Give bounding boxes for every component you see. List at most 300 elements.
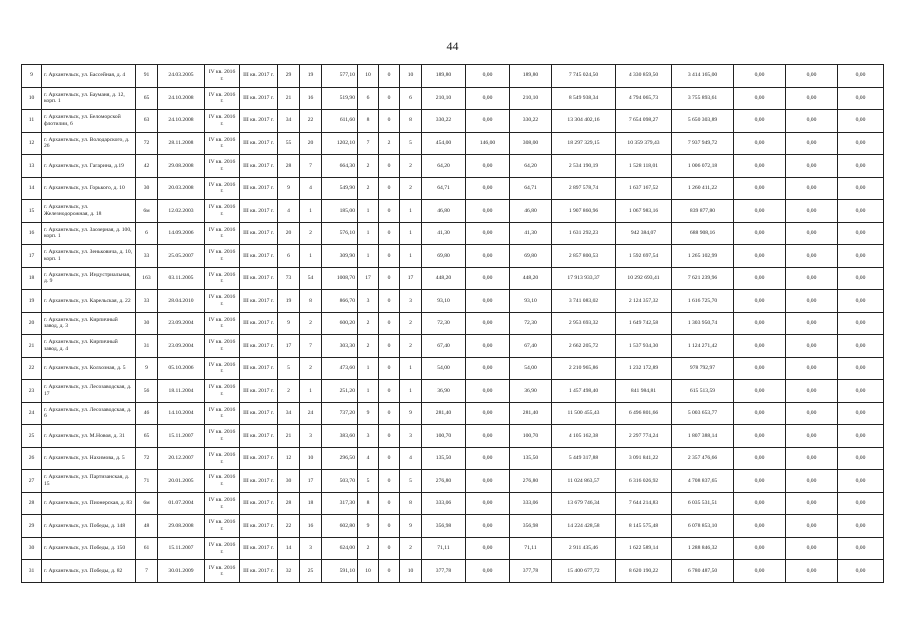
col-11-cell: 0	[379, 515, 400, 538]
col-12-cell: 10	[400, 65, 422, 88]
col-20-cell: 0,00	[786, 380, 838, 403]
col-14-cell: 0,00	[466, 425, 510, 448]
col-14-cell: 0,00	[466, 380, 510, 403]
col-19-cell: 0,00	[734, 447, 786, 470]
total-cost-cell: 2 911 435,46	[552, 537, 616, 560]
col-19-cell: 0,00	[734, 110, 786, 133]
planned-start-quarter-cell: IV кв. 2016 г.	[205, 110, 240, 133]
fund-cost-cell: 7 644 214,83	[616, 492, 672, 515]
col-15-cell: 41,30	[510, 222, 552, 245]
col-15-cell: 69,80	[510, 245, 552, 268]
planned-end-quarter-cell: III кв. 2017 г.	[240, 560, 278, 583]
col-21-cell: 0,00	[838, 177, 884, 200]
planned-start-quarter-cell: IV кв. 2016 г.	[205, 222, 240, 245]
address-cell: г. Архангельск, ул. Беломорской флотилии, 6	[42, 110, 136, 133]
col-20-cell: 0,00	[786, 87, 838, 110]
col-7-cell: 73	[278, 267, 300, 290]
col-8-cell: 16	[300, 515, 322, 538]
col-11-cell: 0	[379, 312, 400, 335]
area-cell: 251,20	[322, 380, 358, 403]
row-number-cell: 29	[22, 515, 42, 538]
col-8-cell: 7	[300, 335, 322, 358]
col-11-cell: 0	[379, 177, 400, 200]
budget-cost-cell: 1 616 725,70	[672, 290, 734, 313]
area-cell: 549,90	[322, 177, 358, 200]
planned-start-quarter-cell: IV кв. 2016 г.	[205, 267, 240, 290]
col-8-cell: 19	[300, 65, 322, 88]
col-19-cell: 0,00	[734, 425, 786, 448]
col-14-cell: 0,00	[466, 515, 510, 538]
col-12-cell: 1	[400, 357, 422, 380]
table-row	[22, 492, 884, 515]
budget-cost-cell: 688 908,16	[672, 222, 734, 245]
col-10-cell: 1	[358, 222, 379, 245]
col-19-cell: 0,00	[734, 132, 786, 155]
area-cell: 576,10	[322, 222, 358, 245]
address-cell: г. Архангельск, ул. Нахимова, д. 5	[42, 447, 136, 470]
planned-start-quarter-cell: IV кв. 2016 г.	[205, 537, 240, 560]
col-20-cell: 0,00	[786, 245, 838, 268]
table-row	[22, 402, 884, 425]
budget-cost-cell: 839 877,80	[672, 200, 734, 223]
col-10-cell: 9	[358, 515, 379, 538]
col-14-cell: 0,00	[466, 560, 510, 583]
planned-start-quarter-cell: IV кв. 2016 г.	[205, 87, 240, 110]
col-14-cell: 0,00	[466, 492, 510, 515]
area-cell: 611,60	[322, 110, 358, 133]
col-7-cell: 21	[278, 425, 300, 448]
col-12-cell: 2	[400, 312, 422, 335]
table-row	[22, 132, 884, 155]
fund-cost-cell: 3 091 841,22	[616, 447, 672, 470]
planned-start-quarter-cell: IV кв. 2016 г.	[205, 65, 240, 88]
fund-cost-cell: 10 359 379,43	[616, 132, 672, 155]
budget-cost-cell: 1 260 411,22	[672, 177, 734, 200]
col-13-cell: 69,80	[422, 245, 466, 268]
planned-start-quarter-cell: IV кв. 2016 г.	[205, 402, 240, 425]
table-row	[22, 110, 884, 133]
row-number-cell: 21	[22, 335, 42, 358]
total-cost-cell: 2 953 693,32	[552, 312, 616, 335]
col-10-cell: 2	[358, 177, 379, 200]
col-11-cell: 0	[379, 380, 400, 403]
document-date-cell: 18.11.2004	[158, 380, 205, 403]
col-10-cell: 8	[358, 110, 379, 133]
document-date-cell: 12.02.2003	[158, 200, 205, 223]
col-21-cell: 0,00	[838, 267, 884, 290]
table-row	[22, 312, 884, 335]
col-19-cell: 0,00	[734, 402, 786, 425]
col-10-cell: 1	[358, 245, 379, 268]
col-12-cell: 2	[400, 335, 422, 358]
col-13-cell: 276,80	[422, 470, 466, 493]
col-15-cell: 210,10	[510, 87, 552, 110]
col-11-cell: 2	[379, 132, 400, 155]
document-date-cell: 29.08.2008	[158, 515, 205, 538]
col-15-cell: 308,00	[510, 132, 552, 155]
document-date-cell: 28.11.2008	[158, 132, 205, 155]
row-number-cell: 28	[22, 492, 42, 515]
fund-cost-cell: 1 649 742,58	[616, 312, 672, 335]
col-12-cell: 8	[400, 492, 422, 515]
col-8-cell: 2	[300, 312, 322, 335]
row-number-cell: 12	[22, 132, 42, 155]
total-cost-cell: 7 745 024,50	[552, 65, 616, 88]
col-11-cell: 0	[379, 447, 400, 470]
col-19-cell: 0,00	[734, 87, 786, 110]
planned-start-quarter-cell: IV кв. 2016 г.	[205, 560, 240, 583]
budget-cost-cell: 1 006 072,18	[672, 155, 734, 178]
col-19-cell: 0,00	[734, 200, 786, 223]
col-14-cell: 0,00	[466, 290, 510, 313]
col-14-cell: 0,00	[466, 312, 510, 335]
resettlement-table	[21, 64, 884, 583]
area-cell: 185,00	[322, 200, 358, 223]
planned-end-quarter-cell: III кв. 2017 г.	[240, 200, 278, 223]
fund-cost-cell: 7 654 098,27	[616, 110, 672, 133]
table-row	[22, 200, 884, 223]
budget-cost-cell: 6 035 531,51	[672, 492, 734, 515]
col-10-cell: 9	[358, 402, 379, 425]
planned-start-quarter-cell: IV кв. 2016 г.	[205, 470, 240, 493]
col-12-cell: 9	[400, 402, 422, 425]
col-14-cell: 0,00	[466, 402, 510, 425]
col-10-cell: 2	[358, 155, 379, 178]
col-8-cell: 2	[300, 222, 322, 245]
col-15-cell: 356,98	[510, 515, 552, 538]
document-date-cell: 01.07.2004	[158, 492, 205, 515]
total-cost-cell: 1 457 498,40	[552, 380, 616, 403]
col-13-cell: 72,30	[422, 312, 466, 335]
document-date-cell: 20.01.2005	[158, 470, 205, 493]
col-21-cell: 0,00	[838, 425, 884, 448]
col-11-cell: 0	[379, 222, 400, 245]
total-cost-cell: 18 297 329,15	[552, 132, 616, 155]
col-10-cell: 7	[358, 132, 379, 155]
col-21-cell: 0,00	[838, 110, 884, 133]
row-number-cell: 22	[22, 357, 42, 380]
col-14-cell: 0,00	[466, 335, 510, 358]
address-cell: г. Архангельск, ул. Кирпичный завод, д. 3	[42, 312, 136, 335]
col-13-cell: 67,40	[422, 335, 466, 358]
fund-cost-cell: 4 794 065,73	[616, 87, 672, 110]
col-19-cell: 0,00	[734, 312, 786, 335]
planned-end-quarter-cell: III кв. 2017 г.	[240, 312, 278, 335]
col-13-cell: 448,20	[422, 267, 466, 290]
total-cost-cell: 8 549 938,34	[552, 87, 616, 110]
total-cost-cell: 2 210 965,86	[552, 357, 616, 380]
col-14-cell: 0,00	[466, 470, 510, 493]
area-cell: 1202,10	[322, 132, 358, 155]
document-number-cell: 6	[136, 222, 158, 245]
col-10-cell: 1	[358, 200, 379, 223]
col-8-cell: 3	[300, 425, 322, 448]
budget-cost-cell: 1 265 102,99	[672, 245, 734, 268]
col-11-cell: 0	[379, 335, 400, 358]
document-date-cell: 28.04.2010	[158, 290, 205, 313]
total-cost-cell: 2 897 578,74	[552, 177, 616, 200]
address-cell: г. Архангельск, ул. Партизанская, д. 15	[42, 470, 136, 493]
col-21-cell: 0,00	[838, 492, 884, 515]
fund-cost-cell: 4 330 859,50	[616, 65, 672, 88]
col-12-cell: 4	[400, 447, 422, 470]
planned-start-quarter-cell: IV кв. 2016 г.	[205, 290, 240, 313]
col-7-cell: 29	[278, 65, 300, 88]
col-8-cell: 20	[300, 132, 322, 155]
col-14-cell: 0,00	[466, 65, 510, 88]
document-date-cell: 30.01.2009	[158, 560, 205, 583]
document-date-cell: 05.10.2006	[158, 357, 205, 380]
budget-cost-cell: 978 792,97	[672, 357, 734, 380]
col-15-cell: 276,80	[510, 470, 552, 493]
planned-start-quarter-cell: IV кв. 2016 г.	[205, 515, 240, 538]
col-13-cell: 54,00	[422, 357, 466, 380]
planned-end-quarter-cell: III кв. 2017 г.	[240, 357, 278, 380]
planned-end-quarter-cell: III кв. 2017 г.	[240, 177, 278, 200]
row-number-cell: 24	[22, 402, 42, 425]
col-11-cell: 0	[379, 245, 400, 268]
budget-cost-cell: 5 650 303,89	[672, 110, 734, 133]
total-cost-cell: 1 907 860,96	[552, 200, 616, 223]
col-12-cell: 1	[400, 222, 422, 245]
table-row	[22, 560, 884, 583]
budget-cost-cell: 2 357 476,66	[672, 447, 734, 470]
row-number-cell: 25	[22, 425, 42, 448]
col-21-cell: 0,00	[838, 335, 884, 358]
col-7-cell: 2	[278, 380, 300, 403]
row-number-cell: 14	[22, 177, 42, 200]
col-15-cell: 281,40	[510, 402, 552, 425]
planned-end-quarter-cell: III кв. 2017 г.	[240, 402, 278, 425]
budget-cost-cell: 7 621 239,96	[672, 267, 734, 290]
col-8-cell: 16	[300, 87, 322, 110]
budget-cost-cell: 1 303 950,74	[672, 312, 734, 335]
document-date-cell: 15.11.2007	[158, 537, 205, 560]
table-row	[22, 267, 884, 290]
table-row	[22, 447, 884, 470]
col-7-cell: 17	[278, 335, 300, 358]
document-number-cell: 7	[136, 560, 158, 583]
document-number-cell: 72	[136, 132, 158, 155]
col-10-cell: 8	[358, 492, 379, 515]
area-cell: 600,20	[322, 312, 358, 335]
col-14-cell: 0,00	[466, 537, 510, 560]
col-11-cell: 0	[379, 155, 400, 178]
document-date-cell: 24.03.2005	[158, 65, 205, 88]
col-8-cell: 18	[300, 492, 322, 515]
total-cost-cell: 2 534 190,19	[552, 155, 616, 178]
row-number-cell: 18	[22, 267, 42, 290]
area-cell: 303,30	[322, 335, 358, 358]
col-14-cell: 146,00	[466, 132, 510, 155]
total-cost-cell: 15 400 677,72	[552, 560, 616, 583]
col-21-cell: 0,00	[838, 132, 884, 155]
planned-end-quarter-cell: III кв. 2017 г.	[240, 470, 278, 493]
col-8-cell: 8	[300, 290, 322, 313]
col-11-cell: 0	[379, 470, 400, 493]
col-20-cell: 0,00	[786, 402, 838, 425]
col-12-cell: 10	[400, 560, 422, 583]
col-19-cell: 0,00	[734, 357, 786, 380]
col-19-cell: 0,00	[734, 222, 786, 245]
col-8-cell: 1	[300, 245, 322, 268]
col-10-cell: 17	[358, 267, 379, 290]
document-number-cell: 46	[136, 402, 158, 425]
document-number-cell: 56	[136, 380, 158, 403]
col-12-cell: 17	[400, 267, 422, 290]
address-cell: г. Архангельск, ул. Колхозная, д. 5	[42, 357, 136, 380]
col-11-cell: 0	[379, 200, 400, 223]
col-7-cell: 22	[278, 515, 300, 538]
planned-end-quarter-cell: III кв. 2017 г.	[240, 380, 278, 403]
col-20-cell: 0,00	[786, 110, 838, 133]
planned-start-quarter-cell: IV кв. 2016 г.	[205, 447, 240, 470]
fund-cost-cell: 1 637 167,52	[616, 177, 672, 200]
col-15-cell: 135,50	[510, 447, 552, 470]
col-20-cell: 0,00	[786, 312, 838, 335]
table-row	[22, 380, 884, 403]
document-number-cell: 61	[136, 537, 158, 560]
total-cost-cell: 1 631 292,23	[552, 222, 616, 245]
col-13-cell: 330,22	[422, 110, 466, 133]
planned-end-quarter-cell: III кв. 2017 г.	[240, 132, 278, 155]
fund-cost-cell: 1 528 118,01	[616, 155, 672, 178]
col-21-cell: 0,00	[838, 470, 884, 493]
col-12-cell: 2	[400, 177, 422, 200]
document-date-cell: 03.11.2005	[158, 267, 205, 290]
col-21-cell: 0,00	[838, 447, 884, 470]
col-20-cell: 0,00	[786, 290, 838, 313]
col-15-cell: 54,00	[510, 357, 552, 380]
total-cost-cell: 14 224 428,58	[552, 515, 616, 538]
budget-cost-cell: 6 780 487,50	[672, 560, 734, 583]
col-8-cell: 2	[300, 357, 322, 380]
col-20-cell: 0,00	[786, 515, 838, 538]
area-cell: 519,90	[322, 87, 358, 110]
col-20-cell: 0,00	[786, 537, 838, 560]
col-20-cell: 0,00	[786, 65, 838, 88]
col-15-cell: 64,20	[510, 155, 552, 178]
col-19-cell: 0,00	[734, 267, 786, 290]
col-15-cell: 377,78	[510, 560, 552, 583]
col-14-cell: 0,00	[466, 267, 510, 290]
col-12-cell: 3	[400, 290, 422, 313]
budget-cost-cell: 615 513,59	[672, 380, 734, 403]
col-7-cell: 20	[278, 222, 300, 245]
col-20-cell: 0,00	[786, 222, 838, 245]
document-date-cell: 20.03.2008	[158, 177, 205, 200]
col-7-cell: 5	[278, 357, 300, 380]
col-19-cell: 0,00	[734, 155, 786, 178]
document-number-cell: 30	[136, 312, 158, 335]
document-number-cell: 71	[136, 470, 158, 493]
col-15-cell: 46,80	[510, 200, 552, 223]
area-cell: 577,10	[322, 65, 358, 88]
col-13-cell: 64,71	[422, 177, 466, 200]
planned-end-quarter-cell: III кв. 2017 г.	[240, 492, 278, 515]
col-15-cell: 64,71	[510, 177, 552, 200]
fund-cost-cell: 1 622 589,14	[616, 537, 672, 560]
planned-start-quarter-cell: IV кв. 2016 г.	[205, 425, 240, 448]
fund-cost-cell: 1 537 934,30	[616, 335, 672, 358]
col-11-cell: 0	[379, 492, 400, 515]
row-number-cell: 17	[22, 245, 42, 268]
area-cell: 591,10	[322, 560, 358, 583]
col-15-cell: 36,90	[510, 380, 552, 403]
col-14-cell: 0,00	[466, 447, 510, 470]
col-21-cell: 0,00	[838, 290, 884, 313]
planned-end-quarter-cell: III кв. 2017 г.	[240, 222, 278, 245]
col-15-cell: 72,30	[510, 312, 552, 335]
address-cell: г. Архангельск, ул. Бауманя, д. 12, корп. 1	[42, 87, 136, 110]
col-11-cell: 0	[379, 110, 400, 133]
area-cell: 383,60	[322, 425, 358, 448]
row-number-cell: 13	[22, 155, 42, 178]
col-19-cell: 0,00	[734, 470, 786, 493]
budget-cost-cell: 3 755 893,61	[672, 87, 734, 110]
col-13-cell: 377,78	[422, 560, 466, 583]
fund-cost-cell: 942 384,07	[616, 222, 672, 245]
address-cell: г. Архангельск, ул. Володарского, д. 26	[42, 132, 136, 155]
budget-cost-cell: 4 708 837,65	[672, 470, 734, 493]
planned-end-quarter-cell: III кв. 2017 г.	[240, 155, 278, 178]
col-10-cell: 3	[358, 425, 379, 448]
col-19-cell: 0,00	[734, 335, 786, 358]
row-number-cell: 15	[22, 200, 42, 223]
table-row	[22, 470, 884, 493]
col-21-cell: 0,00	[838, 312, 884, 335]
col-21-cell: 0,00	[838, 515, 884, 538]
col-7-cell: 34	[278, 402, 300, 425]
area-cell: 602,80	[322, 515, 358, 538]
col-12-cell: 6	[400, 87, 422, 110]
col-8-cell: 4	[300, 177, 322, 200]
col-21-cell: 0,00	[838, 155, 884, 178]
planned-start-quarter-cell: IV кв. 2016 г.	[205, 132, 240, 155]
col-20-cell: 0,00	[786, 132, 838, 155]
col-7-cell: 19	[278, 290, 300, 313]
col-7-cell: 4	[278, 200, 300, 223]
fund-cost-cell: 1 592 697,54	[616, 245, 672, 268]
total-cost-cell: 17 913 933,37	[552, 267, 616, 290]
table-row	[22, 177, 884, 200]
planned-end-quarter-cell: III кв. 2017 г.	[240, 245, 278, 268]
col-20-cell: 0,00	[786, 200, 838, 223]
col-15-cell: 448,20	[510, 267, 552, 290]
document-number-cell: 163	[136, 267, 158, 290]
col-10-cell: 2	[358, 335, 379, 358]
fund-cost-cell: 2 297 774,24	[616, 425, 672, 448]
col-8-cell: 54	[300, 267, 322, 290]
document-number-cell: 6м	[136, 200, 158, 223]
col-8-cell: 17	[300, 470, 322, 493]
col-13-cell: 64,20	[422, 155, 466, 178]
col-7-cell: 28	[278, 492, 300, 515]
budget-cost-cell: 3 414 165,00	[672, 65, 734, 88]
document-date-cell: 20.12.2007	[158, 447, 205, 470]
col-7-cell: 9	[278, 177, 300, 200]
total-cost-cell: 2 857 800,53	[552, 245, 616, 268]
col-21-cell: 0,00	[838, 357, 884, 380]
budget-cost-cell: 1 124 271,42	[672, 335, 734, 358]
planned-end-quarter-cell: III кв. 2017 г.	[240, 335, 278, 358]
address-cell: г. Архангельск, ул. Кирпичный завод, д. 4	[42, 335, 136, 358]
budget-cost-cell: 5 003 653,77	[672, 402, 734, 425]
table-row	[22, 515, 884, 538]
col-8-cell: 25	[300, 560, 322, 583]
fund-cost-cell: 10 292 693,41	[616, 267, 672, 290]
col-12-cell: 2	[400, 537, 422, 560]
